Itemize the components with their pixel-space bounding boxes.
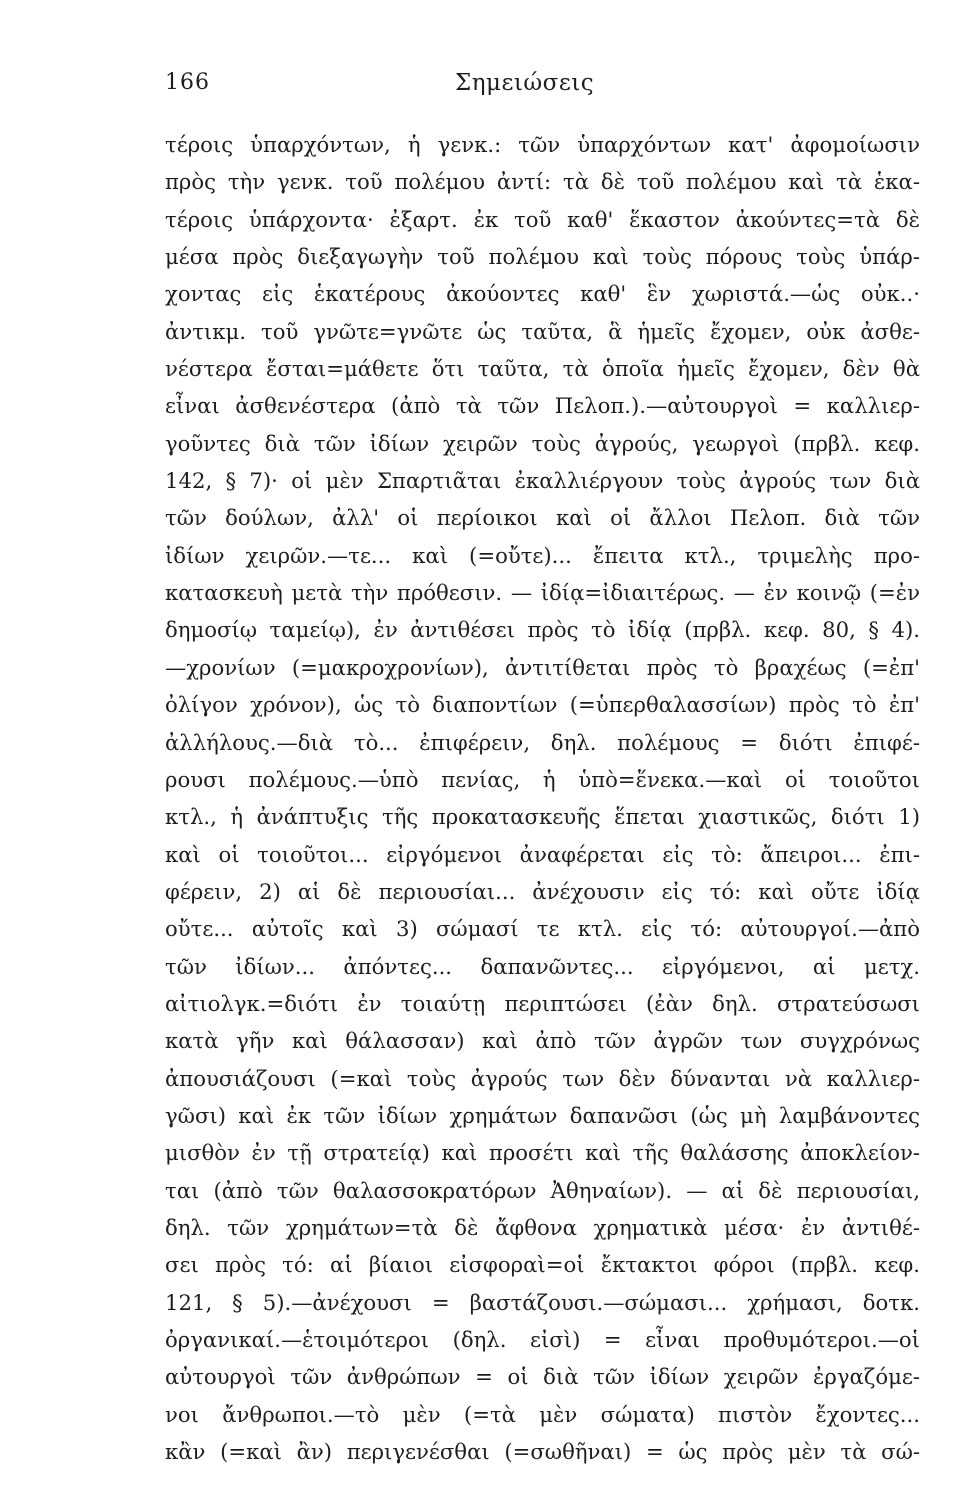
text-line: κτλ., ἡ ἀνάπτυξις τῆς προκατασκευῆς ἕπεται χιαστικῶς, διότι 1) — [165, 804, 920, 830]
text-line: πρὸς τὴν γενκ. τοῦ πολέμου ἀντί: τὰ δὲ τοῦ πολέμου καὶ τὰ ἑκα- — [165, 169, 920, 195]
text-line: τέροις ὑπαρχόντων, ἡ γενκ.: τῶν ὑπαρχόντων κατ' ἀφομοίωσιν — [165, 132, 920, 157]
text-line: χοντας εἰς ἑκατέρους ἀκούοντες καθ' ἓν χωριστά.—ὡς οὐκ..· — [165, 281, 920, 307]
text-line: κατασκευὴ μετὰ τὴν πρόθεσιν. — ἰδίᾳ=ἰδιαιτέρως. — ἐν κοινῷ (=ἐν — [165, 580, 920, 606]
text-line: οὔτε... αὐτοῖς καὶ 3) σώμασί τε κτλ. εἰς τό: αὐτουργοί.—ἀπὸ — [165, 916, 920, 942]
text-line: δηλ. τῶν χρημάτων=τὰ δὲ ἄφθονα χρηματικὰ μέσα· ἐν ἀντιθέ- — [165, 1214, 920, 1240]
text-line: εἶναι ἀσθενέστερα (ἀπὸ τὰ τῶν Πελοπ.).—αὐτουργοὶ = καλλιερ- — [165, 393, 920, 419]
text-line: αἰτιολγκ.=διότι ἐν τοιαύτῃ περιπτώσει (ἐὰν δηλ. στρατεύσωσι — [165, 990, 920, 1016]
text-line: κἂν (=καὶ ἂν) περιγενέσθαι (=σωθῆναι) = ὡς πρὸς μὲν τὰ σώ- — [165, 1439, 920, 1465]
text-line: 142, § 7)· οἱ μὲν Σπαρτιᾶται ἐκαλλιέργουν τοὺς ἀγρούς των διὰ — [165, 468, 920, 494]
page-number: 166 — [165, 70, 210, 95]
text-line: 121, § 5).—ἀνέχουσι = βαστάζουσι.—σώμασι... χρήμασι, δοτκ. — [165, 1289, 920, 1315]
text-line: ὀργανικαί.—ἑτοιμότεροι (δηλ. εἰσὶ) = εἶναι προθυμότεροι.—οἱ — [165, 1327, 920, 1352]
text-line: γοῦντες διὰ τῶν ἰδίων χειρῶν τοὺς ἀγρούς, γεωργοὶ (πρβλ. κεφ. — [165, 430, 920, 456]
text-line: δημοσίῳ ταμείῳ), ἐν ἀντιθέσει πρὸς τὸ ἰδίᾳ (πρβλ. κεφ. 80, § 4). — [165, 617, 920, 643]
text-line: μισθὸν ἐν τῇ στρατείᾳ) καὶ προσέτι καὶ τῆς θαλάσσης ἀποκλείον- — [165, 1140, 920, 1166]
text-line: κατὰ γῆν καὶ θάλασσαν) καὶ ἀπὸ τῶν ἀγρῶν των συγχρόνως — [165, 1028, 920, 1054]
text-line: μέσα πρὸς διεξαγωγὴν τοῦ πολέμου καὶ τοὺς πόρους τοὺς ὑπάρ- — [165, 244, 920, 270]
text-line: σει πρὸς τό: αἱ βίαιοι εἰσφοραὶ=οἱ ἔκτακτοι φόροι (πρβλ. κεφ. — [165, 1252, 920, 1278]
text-line: φέρειν, 2) αἱ δὲ περιουσίαι... ἀνέχουσιν εἰς τό: καὶ οὔτε ἰδίᾳ — [165, 878, 920, 904]
text-line: ἀντικμ. τοῦ γνῶτε=γνῶτε ὡς ταῦτα, ἃ ἡμεῖς ἔχομεν, οὐκ ἀσθε- — [165, 318, 920, 344]
text-line: νέστερα ἔσται=μάθετε ὅτι ταῦτα, τὰ ὁποῖα ἡμεῖς ἔχομεν, δὲν θὰ — [165, 356, 920, 382]
text-line: νοι ἄνθρωποι.—τὸ μὲν (=τὰ μὲν σώματα) πιστὸν ἔχοντες... — [165, 1401, 920, 1427]
text-line: αὐτουργοὶ τῶν ἀνθρώπων = οἱ διὰ τῶν ἰδίων χειρῶν ἐργαζόμε- — [165, 1364, 920, 1390]
text-line: ται (ἀπὸ τῶν θαλασσοκρατόρων Ἀθηναίων). — αἱ δὲ περιουσίαι, — [165, 1177, 920, 1203]
text-line: —χρονίων (=μακροχρονίων), ἀντιτίθεται πρὸς τὸ βραχέως (=ἐπ' — [165, 654, 920, 680]
text-line: γῶσι) καὶ ἐκ τῶν ἰδίων χρημάτων δαπανῶσι (ὡς μὴ λαμβάνοντες — [165, 1102, 920, 1128]
notes-body-text — [165, 126, 920, 1470]
text-line: ἀπουσιάζουσι (=καὶ τοὺς ἀγρούς των δὲν δύνανται νὰ καλλιερ- — [165, 1065, 920, 1091]
text-line: τῶν ἰδίων... ἀπόντες... δαπανῶντες... εἰργόμενοι, αἱ μετχ. — [165, 953, 920, 979]
running-head — [165, 70, 919, 106]
text-line: καὶ οἱ τοιοῦτοι... εἰργόμενοι ἀναφέρεται εἰς τὸ: ἄπειροι... ἐπι- — [165, 841, 920, 867]
running-title: Σημειώσεις — [455, 70, 595, 96]
text-line: ρουσι πολέμους.—ὑπὸ πενίας, ἡ ὑπὸ=ἕνεκα.—καὶ οἱ τοιοῦτοι — [165, 766, 920, 792]
text-line: ἰδίων χειρῶν.—τε... καὶ (=οὔτε)... ἔπειτα κτλ., τριμελὴς προ- — [165, 542, 920, 568]
text-line: τέροις ὑπάρχοντα· ἐξαρτ. ἐκ τοῦ καθ' ἕκαστον ἀκούντες=τὰ δὲ — [165, 206, 920, 232]
text-line: ἀλλήλους.—διὰ τὸ... ἐπιφέρειν, δηλ. πολέμους = διότι ἐπιφέ- — [165, 729, 920, 755]
text-line: τῶν δούλων, ἀλλ' οἱ περίοικοι καὶ οἱ ἄλλοι Πελοπ. διὰ τῶν — [165, 505, 920, 531]
text-line: ὀλίγον χρόνον), ὡς τὸ διαποντίων (=ὑπερθαλασσίων) πρὸς τὸ ἐπ' — [165, 692, 920, 718]
